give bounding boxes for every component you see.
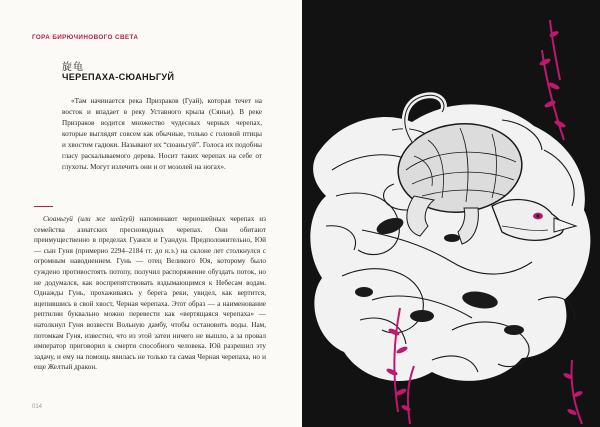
body-term: Сюаньгуй (или же шейгуй)	[43, 215, 135, 223]
body-paragraph	[34, 214, 266, 373]
turtle-illustration	[302, 0, 600, 427]
right-page	[302, 0, 600, 427]
page-number: 014	[32, 404, 43, 410]
body-text: напоминают черношейных черепах из семейства азиатских пресноводных черепах. Они обитают преимущественно в пределах Гуанси и Гуандун. Предположительно, Юй — сын Гуня (примерно 2294–2184 гг. до н.э.) на склоне лет столкнулся с огромным наводнением. Гунь — отец Великого Юя, которому было суждено противостоять потопу, получил распоряжение обуздать поток, но не додумался, как воспрепятствовать вздымающимся к Небесам водам. Однажды Гунь, прохаживаясь у берега реки, увидел, как вертится, вцепившись в свой хвост, Черная черепаха. Этот образ — а наименование рептилии буквально можно перевести как «вертящаяся черепаха» — натолкнул Гуня возвести Вольную дамбу, чтобы остановить воды. Нам, потомкам Гуня, известно, что из этой затеи ничего не вышло, а за провал император приговорил к смерти способного человека. Юй разрешил эту задачу, и ему на помощь явилась не только та самая Черная черепаха, но и еще Желтый дракон.	[34, 215, 266, 372]
section-heading: ЧЕРЕПАХА-СЮАНЬГУЙ	[62, 72, 175, 82]
accent-divider	[34, 206, 53, 207]
running-head: ГОРА БИРЮЧИНОВОГО СВЕТА	[32, 34, 139, 41]
quote-paragraph: «Там начинается река Призраков (Гуай), которая течет на восток и впадает в реку Уставного крыла (Сяньи). В реке Призраков водится множество чудесных черных черепах, которые выглядят совсем как обычные, только с головой птицы и хвостом гадюки. Называют их “сюаньгуй”. Голоса их подобны гласу раскалываемого дерева. Носит таких черепах на себе от глухоты. Могут излечить они и от мозолей на ногах».	[62, 97, 262, 171]
chinese-characters: 旋龟	[62, 62, 84, 73]
